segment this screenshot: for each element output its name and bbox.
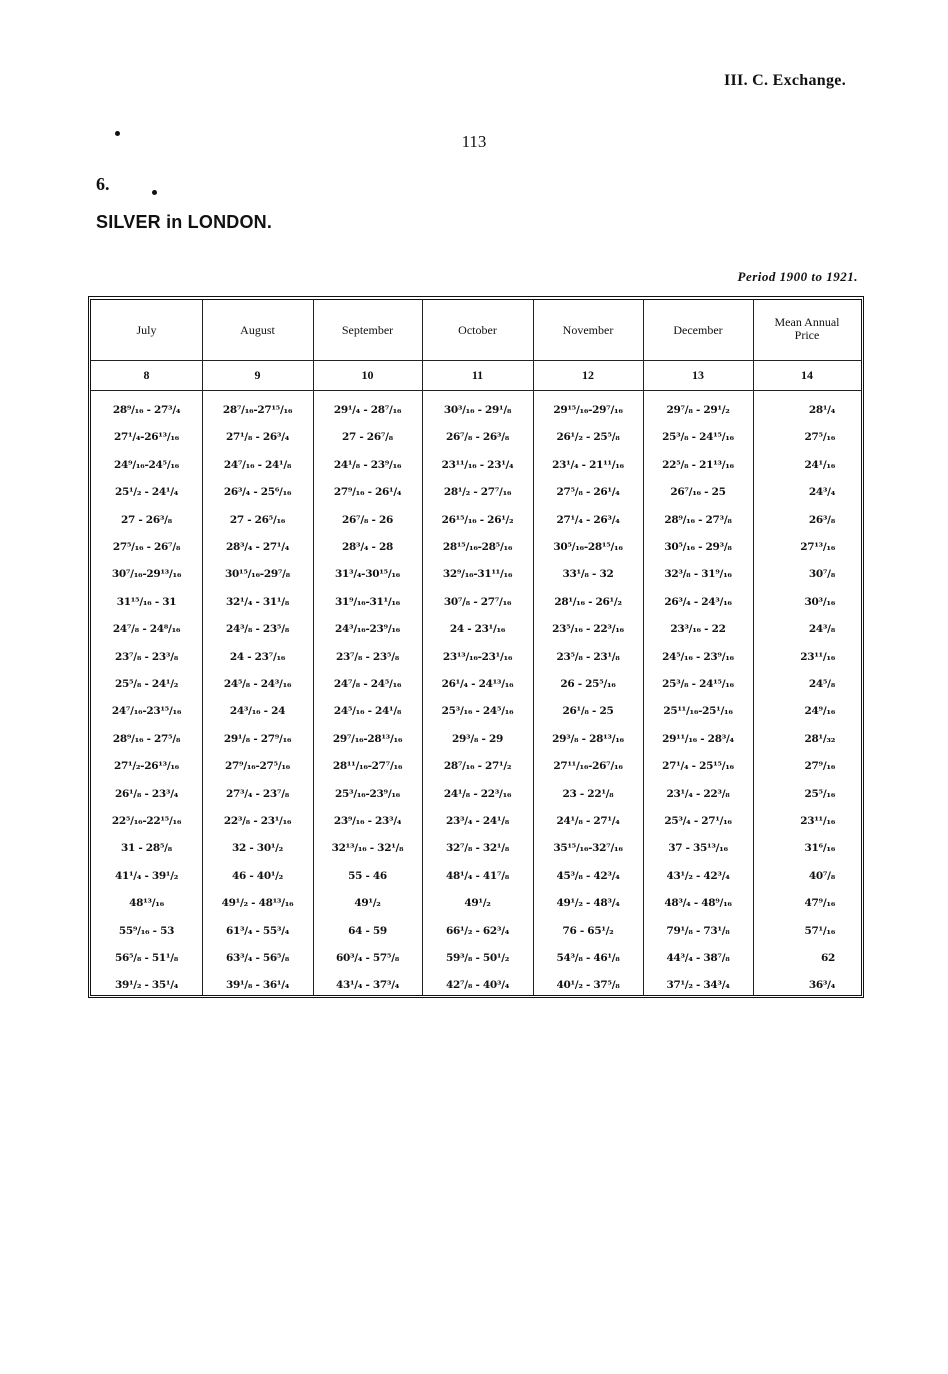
- table-cell: 30⁵/₁₆-28¹⁵/₁₆: [553, 541, 623, 553]
- table-cell: 49¹/₂ - 48¹³/₁₆: [221, 897, 294, 910]
- table-cell: 27¹³/₁₆: [800, 541, 835, 553]
- table-cell: 28¹/₄: [808, 404, 835, 416]
- column-number: 14: [801, 368, 813, 382]
- table-cell: 41¹/₄ - 39¹/₂: [114, 869, 179, 882]
- table-cell: 32 - 30¹/₂: [232, 842, 283, 855]
- table-cell: 25³/₁₆-23⁹/₁₆: [335, 787, 400, 800]
- table-cell: 30¹⁵/₁₆-29⁷/₈: [225, 568, 290, 581]
- table-cell: 26⁷/₈ - 26³/₈: [445, 431, 510, 444]
- table-cell: 27⁹/₁₆-27⁵/₁₆: [225, 760, 290, 773]
- table-cell: 24⁹/₁₆: [804, 705, 835, 718]
- table-cell: 28¹/₂ - 27⁷/₁₆: [443, 486, 512, 499]
- table-cell: 23⁷/₈ - 23³/₈: [114, 650, 179, 663]
- table-cell: 29⁷/₁₆-28¹³/₁₆: [332, 732, 403, 745]
- table-cell: 44³/₄ - 38⁷/₈: [666, 952, 730, 964]
- table-cell: 28⁹/₁₆ - 27³/₈: [664, 513, 732, 526]
- table-cell: 23 - 22¹/₈: [562, 787, 614, 800]
- table-cell: 26¹⁵/₁₆ - 26¹/₂: [441, 513, 514, 526]
- table-cell: 48³/₄ - 48⁹/₁₆: [664, 897, 732, 910]
- table-cell: 27⁹/₁₆ - 26¹/₄: [333, 486, 402, 499]
- table-cell: 76 - 65¹/₂: [562, 924, 614, 937]
- table-cell: 30⁵/₁₆ - 29³/₈: [664, 541, 732, 553]
- table-cell: 31 - 28⁵/₈: [121, 842, 172, 855]
- table-cell: 47⁹/₁₆: [804, 897, 835, 910]
- column-header: October: [458, 323, 497, 337]
- table-cell: 22³/₈ - 23¹/₁₆: [223, 815, 292, 827]
- table-cell: 26¹/₈ - 23³/₄: [114, 787, 179, 800]
- table-cell: 23¹¹/₁₆: [800, 650, 835, 663]
- column-number: 10: [361, 368, 374, 382]
- table-cell: 55 - 46: [348, 869, 387, 882]
- table-cell: 24⁵/₈ - 24³/₁₆: [223, 678, 292, 690]
- table-cell: 27⁵/₁₆: [804, 431, 835, 444]
- table-cell: 29³/₈ - 28¹³/₁₆: [552, 732, 624, 745]
- table-cell: 24 - 23¹/₁₆: [449, 623, 506, 636]
- table-cell: 31¹⁵/₁₆ - 31: [116, 595, 177, 608]
- column-header: December: [673, 323, 723, 337]
- column-header: November: [562, 323, 614, 337]
- table-cell: 32³/₈ - 31⁹/₁₆: [664, 568, 732, 581]
- table-cell: 28⁹/₁₆ - 27³/₄: [112, 404, 181, 416]
- table-cell: 24⁷/₁₆-23¹⁵/₁₆: [111, 705, 182, 718]
- header-rule: [91, 360, 861, 361]
- table-cell: 28⁷/₁₆-27¹⁵/₁₆: [222, 404, 293, 416]
- table-cell: 49¹/₂ - 48³/₄: [556, 897, 620, 910]
- table-cell: 66¹/₂ - 62³/₄: [445, 924, 510, 937]
- table-cell: 62: [820, 952, 835, 964]
- table-cell: 26³/₄ - 25⁶/₁₆: [223, 486, 292, 499]
- table-cell: 27¹/₄-26¹³/₁₆: [114, 431, 179, 444]
- table-cell: 24⁷/₈ - 24⁵/₁₆: [333, 678, 402, 690]
- table-cell: 24³/₁₆ - 24: [229, 705, 286, 718]
- column-header: Mean Annual Price: [774, 315, 840, 342]
- column-header: August: [240, 323, 275, 337]
- column-number: 9: [254, 368, 261, 382]
- table-cell: 31⁶/₁₆: [804, 842, 835, 855]
- table-cell: 28³/₄ - 28: [342, 541, 393, 553]
- column-number: 11: [471, 368, 484, 382]
- table-cell: 30⁷/₁₆-29¹³/₁₆: [111, 568, 182, 581]
- column-number: 12: [582, 368, 594, 382]
- table-cell: 42⁷/₈ - 40³/₄: [445, 979, 510, 992]
- table-cell: 23¹/₄ - 21¹¹/₁₆: [552, 458, 624, 471]
- table-cell: 28¹/₃₂: [804, 732, 835, 745]
- table-cell: 24³/₈ - 23⁵/₈: [225, 623, 290, 636]
- table-cell: 32⁹/₁₆-31¹¹/₁₆: [442, 568, 513, 581]
- header-rule: [91, 390, 861, 391]
- table-cell: 24⁵/₈: [808, 678, 835, 690]
- table-cell: 30⁷/₈ - 27⁷/₁₆: [443, 595, 512, 608]
- table-cell: 32¹/₄ - 31¹/₈: [225, 595, 290, 608]
- table-cell: 27¹/₂-26¹³/₁₆: [114, 760, 179, 773]
- table-cell: 29⁷/₈ - 29¹/₂: [666, 404, 730, 416]
- table-cell: 46 - 40¹/₂: [232, 869, 283, 882]
- table-cell: 30⁷/₈: [808, 568, 835, 581]
- section-number: 6.: [96, 174, 110, 194]
- table-cell: 23⁵/₈ - 23¹/₈: [556, 650, 620, 663]
- table-cell: 23¹³/₁₆-23¹/₁₆: [442, 650, 513, 663]
- table-cell: 56⁵/₈ - 51¹/₈: [114, 952, 179, 964]
- table-cell: 26 - 25⁵/₁₆: [560, 678, 616, 690]
- table-cell: 24⁵/₁₆ - 23⁹/₁₆: [662, 650, 734, 663]
- table-cell: 30³/₁₆: [804, 595, 835, 608]
- table-cell: 43¹/₄ - 37³/₄: [335, 979, 400, 992]
- table-cell: 28¹¹/₁₆-27⁷/₁₆: [332, 760, 403, 773]
- section-heading: III. C. Exchange.: [723, 72, 846, 89]
- table-cell: 59³/₈ - 50¹/₂: [445, 952, 510, 964]
- table-cell: 27⁵/₁₆ - 26⁷/₈: [112, 541, 181, 553]
- table-cell: 43¹/₂ - 42³/₄: [666, 869, 730, 882]
- table-cell: 23⁷/₈ - 23⁵/₈: [335, 650, 400, 663]
- table-cell: 22⁵/₈ - 21¹³/₁₆: [662, 458, 734, 471]
- period-label: Period 1900 to 1921.: [737, 269, 858, 284]
- table-cell: 32⁷/₈ - 32¹/₈: [445, 842, 510, 855]
- table-cell: 61³/₄ - 55³/₄: [225, 924, 290, 937]
- table-cell: 23⁹/₁₆ - 23³/₄: [333, 815, 402, 827]
- table-cell: 29³/₈ - 29: [452, 732, 503, 745]
- table-cell: 27¹/₈ - 26³/₄: [225, 431, 290, 444]
- table-cell: 27¹/₄ - 25¹⁵/₁₆: [662, 760, 734, 773]
- table-cell: 28⁹/₁₆ - 27⁵/₈: [112, 732, 181, 745]
- table-cell: 26¹/₈ - 25: [562, 705, 614, 718]
- table-cell: 40¹/₂ - 37⁵/₈: [556, 979, 620, 992]
- table-cell: 28¹/₁₆ - 26¹/₂: [554, 595, 622, 608]
- table-cell: 25⁵/₁₆: [804, 787, 835, 800]
- table-cell: 28⁷/₁₆ - 27¹/₂: [443, 760, 512, 773]
- table-cell: 24⁹/₁₆-24⁵/₁₆: [114, 458, 179, 471]
- table-cell: 35¹⁵/₁₆-32⁷/₁₆: [553, 842, 623, 855]
- table-cell: 54³/₈ - 46¹/₈: [556, 952, 620, 964]
- silver-price-table: [88, 296, 864, 998]
- table-cell: 24 - 23⁷/₁₆: [229, 650, 286, 663]
- table-cell: 24¹/₁₆: [804, 458, 835, 471]
- table-cell: 24³/₈: [808, 623, 835, 636]
- table-cell: 23³/₄ - 24¹/₈: [445, 815, 510, 827]
- table-cell: 39¹/₈ - 36¹/₄: [225, 979, 290, 992]
- page-number: 113: [461, 132, 487, 151]
- table-cell: 49¹/₂: [354, 897, 381, 910]
- table-cell: 28¹⁵/₁₆-28⁵/₁₆: [442, 541, 513, 553]
- table-cell: 26⁷/₁₆ - 25: [670, 486, 726, 499]
- table-cell: 31⁹/₁₆-31¹/₁₆: [335, 595, 400, 608]
- table-cell: 25³/₁₆ - 24⁵/₁₆: [441, 705, 514, 718]
- table-cell: 27 - 26⁵/₁₆: [229, 513, 286, 526]
- table-cell: 63³/₄ - 56⁵/₈: [225, 952, 290, 964]
- table-cell: 23¹¹/₁₆ - 23¹/₄: [441, 458, 514, 471]
- table-cell: 32¹³/₁₆ - 32¹/₈: [331, 842, 404, 855]
- speck-mark: [152, 190, 157, 195]
- table-cell: 27¹¹/₁₆-26⁷/₁₆: [553, 760, 623, 773]
- table-cell: 24⁵/₁₆ - 24¹/₈: [333, 705, 402, 718]
- column-number: 13: [692, 368, 704, 382]
- table-cell: 23⁵/₁₆ - 22³/₁₆: [552, 623, 624, 636]
- table-cell: 30³/₁₆ - 29¹/₈: [443, 404, 512, 416]
- table-cell: 24⁷/₁₆ - 24¹/₈: [223, 458, 292, 471]
- table-cell: 57¹/₁₆: [804, 924, 835, 937]
- table-cell: 79¹/₈ - 73¹/₈: [666, 924, 730, 937]
- table-cell: 25¹¹/₁₆-25¹/₁₆: [663, 705, 733, 718]
- table-cell: 25³/₄ - 27¹/₁₆: [664, 815, 732, 827]
- table-cell: 23¹¹/₁₆: [800, 815, 835, 827]
- table-cell: 27⁵/₈ - 26¹/₄: [556, 486, 620, 499]
- table-cell: 48¹³/₁₆: [129, 897, 164, 910]
- table-cell: 24³/₁₆-23⁹/₁₆: [335, 623, 400, 636]
- table-cell: 28³/₄ - 27¹/₄: [225, 541, 290, 553]
- table-cell: 37¹/₂ - 34³/₄: [666, 979, 730, 992]
- column-header: September: [341, 323, 394, 337]
- table-cell: 29¹¹/₁₆ - 28³/₄: [662, 732, 734, 745]
- table-cell: 48¹/₄ - 41⁷/₈: [445, 869, 510, 882]
- table-cell: 26³/₈: [808, 513, 835, 526]
- table-cell: 25¹/₂ - 24¹/₄: [114, 486, 179, 499]
- table-cell: 27¹/₄ - 26³/₄: [556, 513, 620, 526]
- table-cell: 25⁵/₈ - 24¹/₂: [114, 678, 179, 690]
- table-cell: 27 - 26³/₈: [121, 513, 172, 526]
- table-cell: 60³/₄ - 57⁵/₈: [335, 952, 400, 964]
- table-cell: 33¹/₈ - 32: [562, 568, 614, 581]
- table-cell: 45³/₈ - 42³/₄: [556, 869, 620, 882]
- table-cell: 64 - 59: [348, 924, 387, 937]
- table-cell: 40⁷/₈: [808, 869, 835, 882]
- table-cell: 23¹/₄ - 22³/₈: [666, 787, 730, 800]
- column-header: July: [136, 323, 157, 337]
- table-cell: 36³/₄: [808, 979, 835, 992]
- table-cell: 26⁷/₈ - 26: [342, 513, 393, 526]
- table-cell: 24¹/₈ - 27¹/₄: [556, 815, 620, 827]
- table-cell: 37 - 35¹³/₁₆: [668, 842, 728, 855]
- table-cell: 24³/₄: [808, 486, 835, 499]
- table-cell: 29¹/₄ - 28⁷/₁₆: [333, 404, 402, 416]
- table-cell: 29¹⁵/₁₆-29⁷/₁₆: [553, 404, 623, 416]
- table-cell: 29¹/₈ - 27⁹/₁₆: [223, 732, 292, 745]
- table-cell: 26¹/₂ - 25⁵/₈: [556, 431, 620, 444]
- table-cell: 55⁹/₁₆ - 53: [118, 924, 175, 937]
- table-cell: 25³/₈ - 24¹⁵/₁₆: [662, 678, 734, 690]
- table-cell: 27³/₄ - 23⁷/₈: [225, 787, 290, 800]
- table-cell: 26¹/₄ - 24¹³/₁₆: [441, 678, 514, 690]
- table-cell: 49¹/₂: [464, 897, 491, 910]
- table-cell: 31³/₄-30¹⁵/₁₆: [335, 568, 400, 581]
- table-cell: 22⁵/₁₆-22¹⁵/₁₆: [111, 815, 182, 827]
- table-cell: 23³/₁₆ - 22: [670, 623, 726, 636]
- table-cell: 24¹/₈ - 22³/₁₆: [443, 787, 512, 800]
- table-cell: 39¹/₂ - 35¹/₄: [114, 979, 179, 992]
- table-cell: 26³/₄ - 24³/₁₆: [664, 595, 732, 608]
- table-cell: 24¹/₈ - 23⁹/₁₆: [333, 458, 402, 471]
- table-cell: 24⁷/₈ - 24⁸/₁₆: [112, 623, 181, 636]
- column-number: 8: [143, 368, 150, 382]
- page-title: SILVER in LONDON.: [96, 212, 273, 232]
- table-cell: 27 - 26⁷/₈: [342, 431, 393, 444]
- table-cell: 27⁹/₁₆: [804, 760, 835, 773]
- table-cell: 25³/₈ - 24¹⁵/₁₆: [662, 431, 734, 444]
